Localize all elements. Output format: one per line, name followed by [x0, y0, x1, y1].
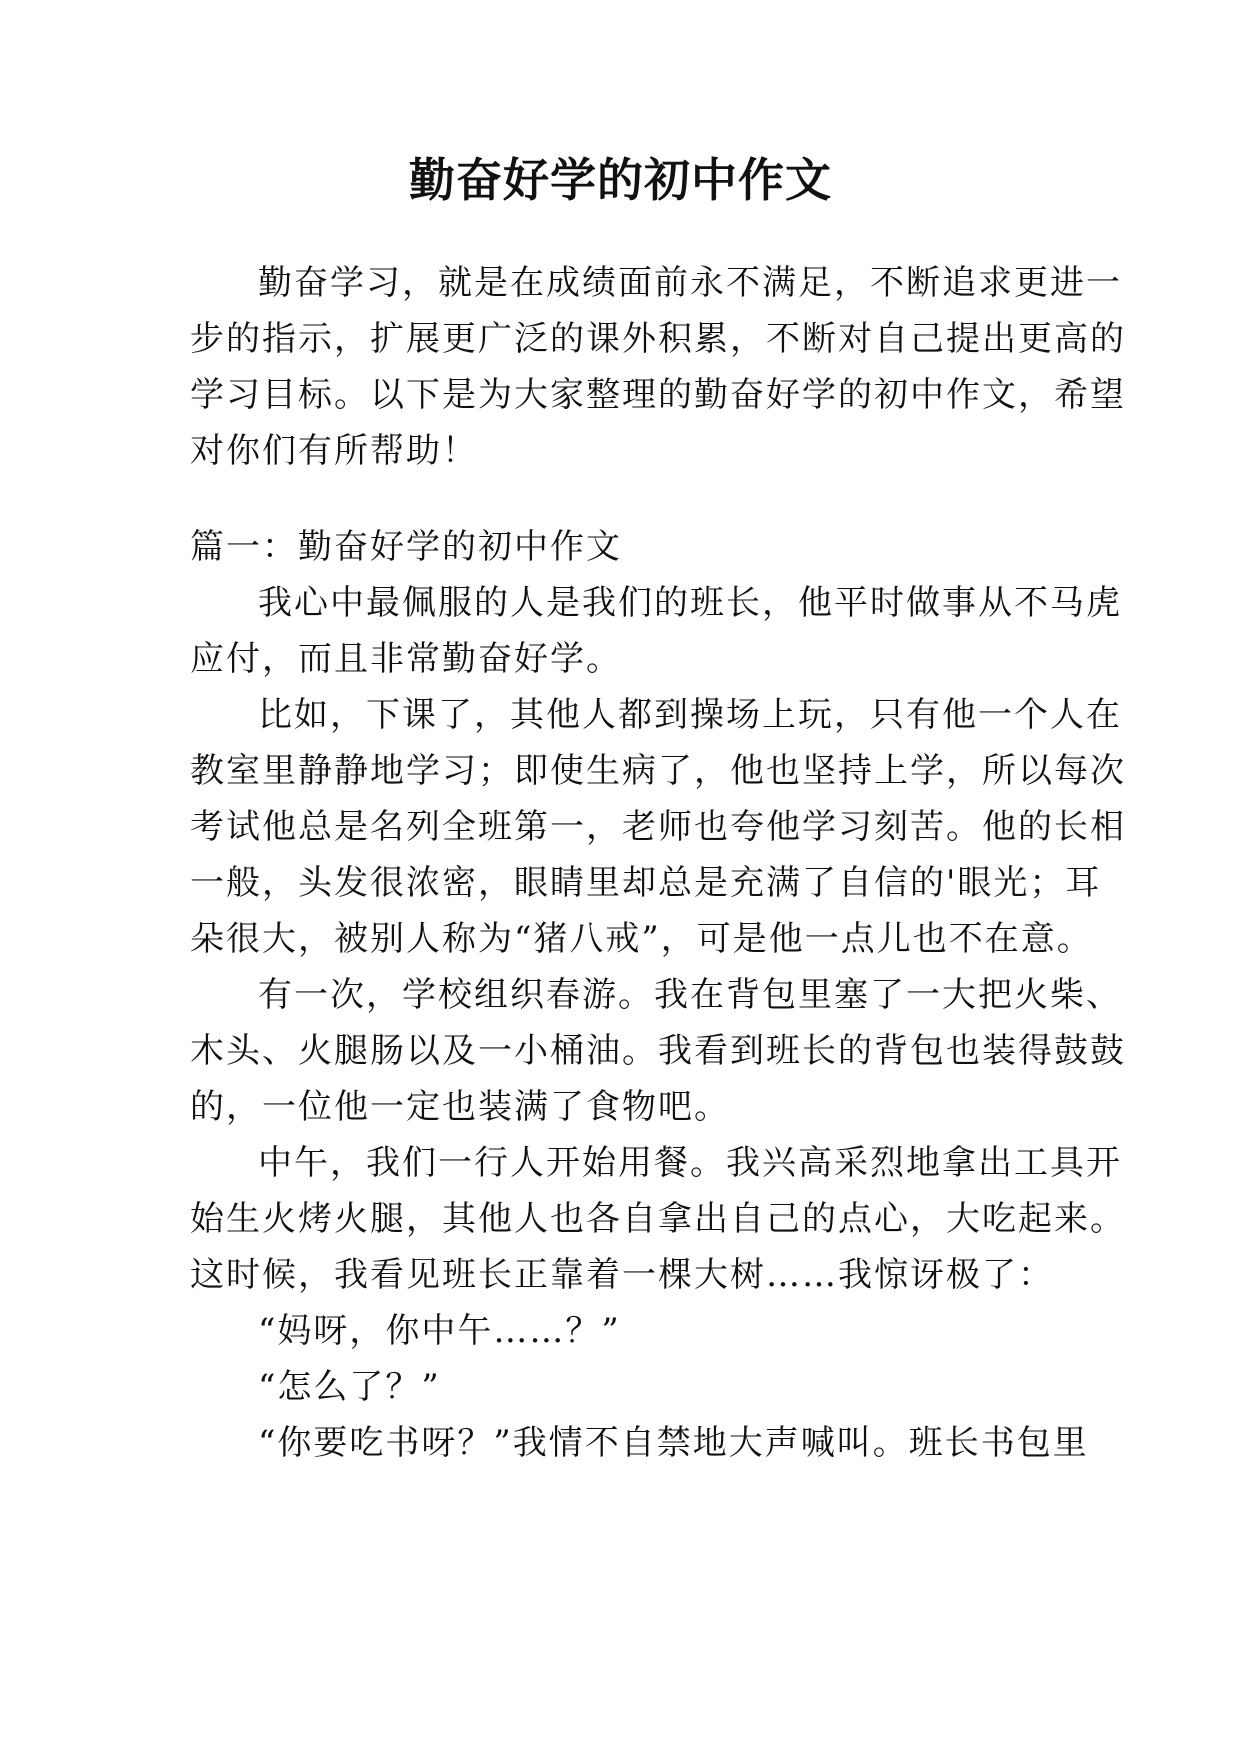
dialogue-line: “妈呀，你中午……？” — [258, 1311, 621, 1351]
paragraph-line: 步的指示，扩展更广泛的课外积累，不断对自己提出更高的 — [190, 319, 1126, 359]
paragraph-line: 始生火烤火腿，其他人也各自拿出自己的点心，大吃起来。 — [190, 1199, 1126, 1239]
paragraph-line: 有一次，学校组织春游。我在背包里塞了一大把火柴、 — [258, 975, 1122, 1015]
paragraph-line: 勤奋学习，就是在成绩面前永不满足，不断追求更进一 — [258, 263, 1122, 303]
paragraph-line: 学习目标。以下是为大家整理的勤奋好学的初中作文，希望 — [190, 375, 1126, 415]
paragraph-line: 朵很大，被别人称为“猪八戒”，可是他一点儿也不在意。 — [190, 919, 1093, 959]
paragraph-line: 我心中最佩服的人是我们的班长，他平时做事从不马虎 — [258, 583, 1122, 623]
dialogue-line: “你要吃书呀？”我情不自禁地大声喊叫。班长书包里 — [258, 1423, 1089, 1463]
paragraph-line: 木头、火腿肠以及一小桶油。我看到班长的背包也装得鼓鼓 — [190, 1031, 1126, 1071]
paragraph-line: 这时候，我看见班长正靠着一棵大树……我惊讶极了： — [190, 1255, 1054, 1295]
paragraph-line: 的，一位他一定也装满了食物吧。 — [190, 1087, 730, 1127]
document-title: 勤奋好学的初中作文 — [409, 153, 832, 207]
paragraph-line: 考试他总是名列全班第一，老师也夸他学习刻苦。他的长相 — [190, 807, 1126, 847]
paragraph-line: 中午，我们一行人开始用餐。我兴高采烈地拿出工具开 — [258, 1143, 1122, 1183]
paragraph-line: 一般，头发很浓密，眼睛里却总是充满了自信的'眼光；耳 — [190, 863, 1102, 903]
paragraph-line: 教室里静静地学习；即使生病了，他也坚持上学，所以每次 — [190, 751, 1126, 791]
paragraph-line: 应付，而且非常勤奋好学。 — [190, 639, 622, 679]
paragraph-line: 对你们有所帮助！ — [190, 431, 478, 471]
dialogue-line: “怎么了？” — [258, 1367, 441, 1407]
paragraph-line: 比如，下课了，其他人都到操场上玩，只有他一个人在 — [258, 695, 1122, 735]
section-heading: 篇一：勤奋好学的初中作文 — [190, 527, 622, 567]
